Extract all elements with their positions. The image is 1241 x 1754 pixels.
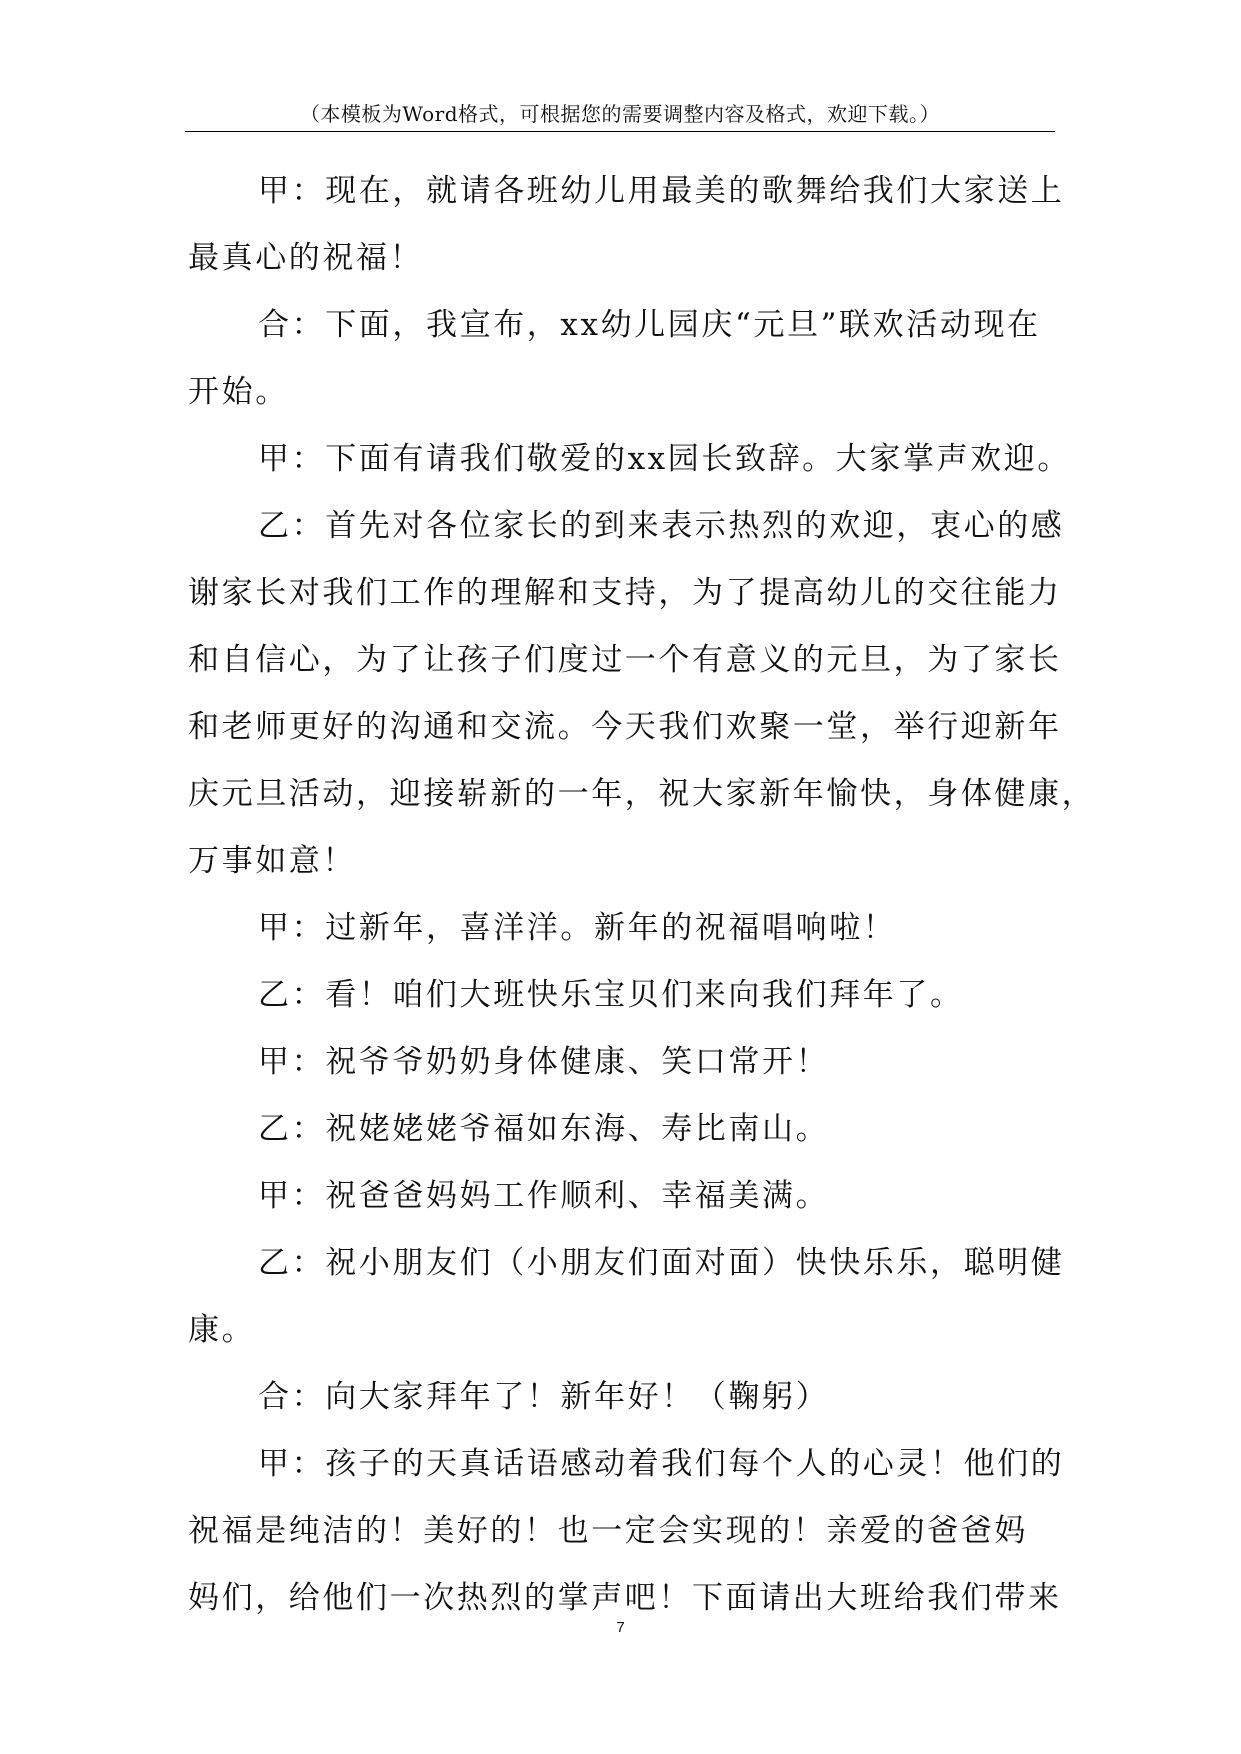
text-line: 万事如意！ xyxy=(188,843,356,879)
text-line: 甲：祝爷爷奶奶身体健康、笑口常开！ xyxy=(258,1044,830,1080)
page-number: 7 xyxy=(616,1619,625,1636)
template-note-header: （本模板为Word格式，可根据您的需要调整内容及格式，欢迎下载。） xyxy=(299,102,941,126)
text-line: 和老师更好的沟通和交流。今天我们欢聚一堂，举行迎新年 xyxy=(188,709,1062,745)
text-line: 开始。 xyxy=(188,374,289,410)
text-line: 甲：祝爸爸妈妈工作顺利、幸福美满。 xyxy=(258,1178,830,1214)
text-line: 甲：下面有请我们敬爱的xx园长致辞。大家掌声欢迎。 xyxy=(258,441,1071,477)
header-divider xyxy=(185,131,1055,132)
text-line: 合：下面，我宣布，xx幼儿园庆“元旦”联欢活动现在 xyxy=(258,307,1041,343)
document-body xyxy=(188,158,1096,1632)
text-line: 乙：祝小朋友们（小朋友们面对面）快快乐乐，聪明健 xyxy=(258,1245,1065,1281)
text-line: 庆元旦活动，迎接崭新的一年，祝大家新年愉快，身体健康， xyxy=(188,776,1096,812)
text-line: 乙：首先对各位家长的到来表示热烈的欢迎，衷心的感 xyxy=(258,508,1065,544)
text-line: 妈们，给他们一次热烈的掌声吧！下面请出大班给我们带来 xyxy=(188,1580,1062,1616)
text-line: 祝福是纯洁的！美好的！也一定会实现的！亲爱的爸爸妈 xyxy=(188,1513,1028,1549)
text-line: 康。 xyxy=(188,1312,256,1348)
text-line: 和自信心，为了让孩子们度过一个有意义的元旦，为了家长 xyxy=(188,642,1062,678)
text-line: 谢家长对我们工作的理解和支持，为了提高幼儿的交往能力 xyxy=(188,575,1062,611)
text-line: 甲：过新年，喜洋洋。新年的祝福唱响啦！ xyxy=(258,910,897,946)
text-line: 最真心的祝福！ xyxy=(188,240,424,276)
text-line: 甲：现在，就请各班幼儿用最美的歌舞给我们大家送上 xyxy=(258,173,1065,209)
text-line: 乙：看！咱们大班快乐宝贝们来向我们拜年了。 xyxy=(258,977,964,1013)
text-line: 合：向大家拜年了！新年好！（鞠躬） xyxy=(258,1379,830,1415)
text-line: 乙：祝姥姥姥爷福如东海、寿比南山。 xyxy=(258,1111,830,1147)
text-line: 甲：孩子的天真话语感动着我们每个人的心灵！他们的 xyxy=(258,1446,1065,1482)
